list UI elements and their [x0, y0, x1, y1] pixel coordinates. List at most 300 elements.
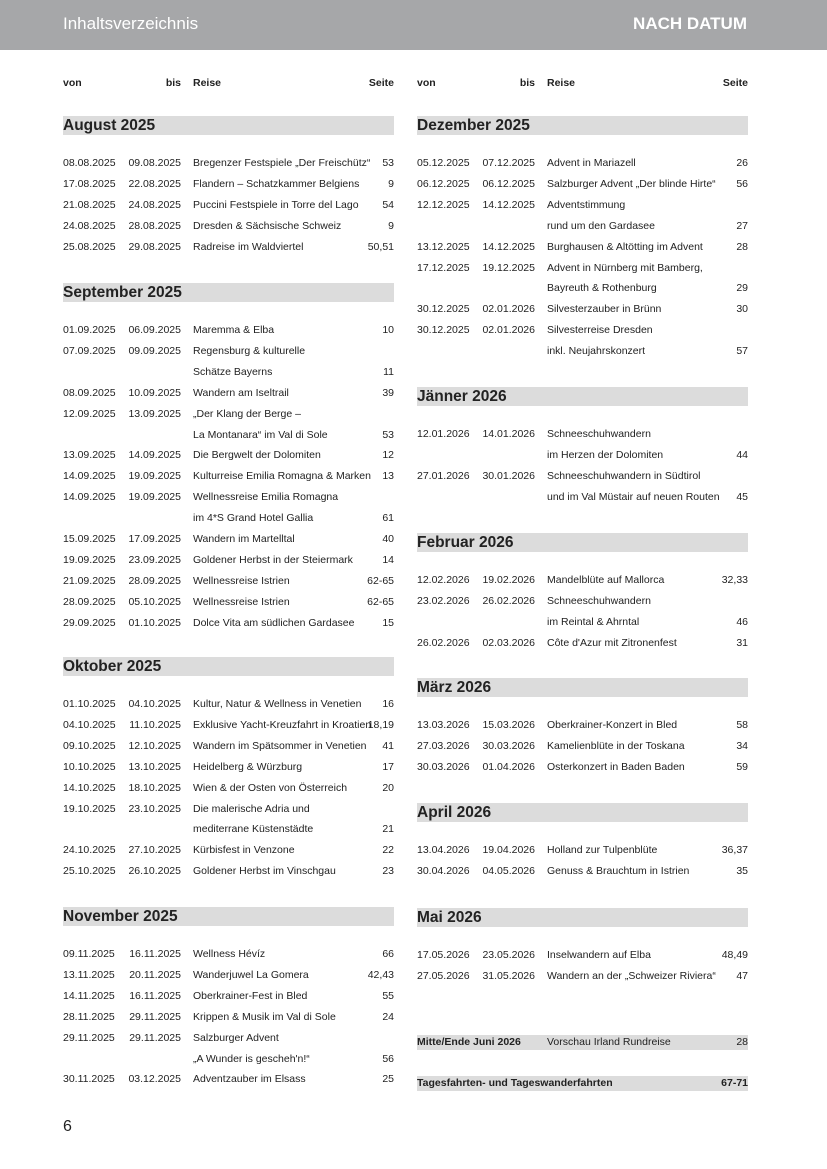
page-ref: 27: [736, 219, 748, 232]
trip-row: [417, 240, 748, 255]
trip-title: Kamelienblüte in der Toskana: [547, 739, 685, 752]
trip-title: Wellness Hévíz: [193, 948, 266, 960]
page-ref: 29: [736, 282, 748, 295]
trip-row: [63, 219, 394, 234]
trip-title: Adventzauber im Elsass: [193, 1073, 306, 1086]
june-label: Mitte/Ende Juni 2026: [417, 1036, 521, 1048]
month-title: Oktober 2025: [63, 658, 162, 675]
trip-row: [63, 198, 394, 213]
trip-title: „A Wunder is gescheh'n!“: [193, 1052, 310, 1065]
date-from: 14.11.2025: [63, 989, 115, 1002]
page-ref: 21: [382, 823, 394, 836]
page-ref: 56: [736, 177, 748, 190]
date-from: 17.12.2025: [417, 261, 470, 274]
trip-row: [63, 156, 394, 171]
date-from: 10.10.2025: [63, 760, 116, 773]
page-ref: 22: [382, 844, 394, 857]
page-ref: 36,37: [721, 844, 748, 856]
page-ref: 40: [382, 533, 394, 545]
trip-row: [63, 760, 394, 775]
trip-title: Schneeschuhwandern: [547, 428, 651, 440]
date-to: 11.10.2025: [129, 718, 181, 731]
date-from: 05.12.2025: [417, 157, 470, 169]
trip-title: Advent in Nürnberg mit Bamberg,: [547, 261, 703, 274]
june-title: Vorschau Irland Rundreise: [547, 1036, 671, 1048]
date-from: 27.01.2026: [417, 469, 470, 482]
date-from: 12.01.2026: [417, 428, 470, 440]
trip-title: Salzburger Advent „Der blinde Hirte“: [547, 177, 716, 190]
month-heading: [417, 908, 748, 927]
trip-row: [63, 1052, 394, 1067]
page-ref: 11: [383, 365, 394, 378]
date-to: 29.08.2025: [128, 240, 181, 253]
trip-row: [63, 574, 394, 589]
page-ref: 57: [736, 345, 748, 358]
page-ref: 31: [736, 636, 748, 649]
page-ref: 50,51: [367, 240, 394, 253]
trip-title: Dolce Vita am südlichen Gardasee: [193, 616, 355, 629]
date-to: 19.12.2025: [482, 261, 535, 274]
month-heading: [63, 657, 394, 676]
trip-row: [417, 156, 748, 171]
trip-title: im Reintal & Ahrntal: [547, 615, 640, 628]
trip-title: Silvesterzauber in Brünn: [547, 303, 662, 316]
trip-row: [417, 469, 748, 484]
month-heading: [417, 678, 748, 697]
trip-row: [63, 1072, 394, 1087]
month-title: November 2025: [63, 908, 178, 925]
trip-title: Wellnessreise Emilia Romagna: [193, 491, 339, 504]
trip-title: Die Bergwelt der Dolomiten: [193, 449, 321, 462]
page-number: 6: [63, 1118, 72, 1135]
date-from: 12.02.2026: [417, 574, 470, 586]
header-page: Seite: [368, 77, 394, 89]
trip-title: Adventstimmung: [547, 198, 626, 211]
trip-title: „Der Klang der Berge –: [193, 407, 301, 420]
trip-row: [63, 428, 394, 443]
trip-title: Regensburg & kulturelle: [193, 344, 306, 357]
date-to: 14.01.2026: [482, 428, 535, 440]
trip-row: [417, 636, 748, 651]
trip-row: [417, 864, 748, 879]
date-to: 14.09.2025: [128, 449, 181, 462]
date-to: 28.09.2025: [128, 574, 181, 587]
day-trips-label: Tagesfahrten- und Tageswanderfahrten: [417, 1077, 613, 1089]
date-to: 16.11.2025: [129, 948, 181, 960]
date-to: 06.12.2025: [482, 177, 535, 190]
date-to: 23.05.2026: [482, 949, 535, 961]
trip-row: [417, 948, 748, 963]
trip-title: rund um den Gardasee: [547, 219, 655, 232]
date-from: 04.10.2025: [63, 718, 116, 731]
page-ref: 44: [736, 448, 748, 461]
trip-row: [417, 219, 748, 234]
page-ref: 15: [382, 616, 394, 629]
date-to: 07.12.2025: [482, 157, 535, 169]
trip-title: Wanderjuwel La Gomera: [193, 968, 309, 981]
date-from: 25.08.2025: [63, 240, 116, 253]
trip-row: [417, 281, 748, 296]
column-header: [63, 77, 394, 91]
date-to: 06.09.2025: [128, 324, 181, 336]
page-ref: 47: [736, 969, 748, 982]
month-title: Mai 2026: [417, 909, 482, 926]
date-to: 05.10.2025: [128, 595, 181, 608]
trip-row: [417, 344, 748, 359]
date-to: 19.09.2025: [128, 491, 181, 504]
trip-row: [417, 739, 748, 754]
trip-row: [63, 323, 394, 338]
date-from: 01.10.2025: [63, 698, 116, 710]
date-from: 21.09.2025: [63, 574, 116, 587]
trip-row: [417, 198, 748, 213]
page-ref: 53: [382, 157, 394, 169]
date-to: 12.10.2025: [128, 739, 181, 752]
trip-row: [417, 261, 748, 276]
date-from: 13.11.2025: [63, 968, 115, 981]
trip-title: Wandern an der „Schweizer Riviera“: [547, 969, 716, 982]
date-to: 18.10.2025: [128, 781, 181, 794]
date-from: 13.12.2025: [417, 240, 470, 253]
date-from: 27.05.2026: [417, 969, 470, 982]
trip-title: Heidelberg & Würzburg: [193, 760, 303, 773]
page-ref: 24: [382, 1010, 394, 1023]
date-to: 01.04.2026: [482, 760, 535, 773]
date-to: 03.12.2025: [128, 1073, 181, 1086]
trip-row: [417, 490, 748, 505]
trip-title: Oberkrainer-Konzert in Bled: [547, 719, 678, 731]
trip-title: Wandern am Iseltrail: [193, 386, 289, 399]
day-trips-row: [417, 1076, 748, 1091]
date-to: 01.10.2025: [128, 616, 181, 629]
day-trips-page: 67-71: [721, 1077, 748, 1089]
page-ref: 48,49: [721, 949, 748, 961]
date-to: 30.01.2026: [482, 469, 535, 482]
date-from: 25.10.2025: [63, 865, 116, 878]
header-trip: Reise: [547, 77, 576, 89]
date-to: 26.02.2026: [482, 594, 535, 607]
date-to: 15.03.2026: [482, 719, 535, 731]
header-to: bis: [519, 77, 535, 89]
trip-row: [63, 968, 394, 983]
date-from: 13.09.2025: [63, 449, 116, 462]
trip-row: [417, 843, 748, 858]
trip-row: [63, 802, 394, 817]
page-ref: 46: [736, 615, 748, 628]
trip-row: [417, 573, 748, 588]
trip-title: Burghausen & Altötting im Advent: [547, 240, 703, 253]
trip-title: Salzburger Advent: [193, 1031, 279, 1044]
trip-row: [417, 615, 748, 630]
date-to: 13.09.2025: [128, 407, 181, 420]
date-to: 27.10.2025: [128, 844, 181, 857]
date-to: 29.11.2025: [129, 1031, 181, 1044]
date-from: 19.10.2025: [63, 802, 116, 815]
date-to: 19.09.2025: [128, 470, 181, 483]
trip-title: Exklusive Yacht-Kreuzfahrt in Kroatien: [193, 718, 372, 731]
trip-row: [63, 616, 394, 631]
trip-row: [417, 594, 748, 609]
date-from: 29.11.2025: [63, 1031, 115, 1044]
header-to: bis: [165, 77, 181, 89]
trip-title: Wandern im Martelltal: [193, 533, 295, 545]
date-to: 19.04.2026: [482, 844, 535, 856]
date-to: 20.11.2025: [129, 968, 181, 981]
trip-row: [63, 490, 394, 505]
date-from: 14.09.2025: [63, 470, 116, 483]
page-ref: 14: [382, 553, 394, 566]
date-to: 31.05.2026: [482, 969, 535, 982]
trip-title: Radreise im Waldviertel: [193, 240, 304, 253]
month-heading: [63, 116, 394, 135]
trip-row: [63, 407, 394, 422]
date-to: 10.09.2025: [128, 386, 181, 399]
trip-row: [63, 448, 394, 463]
page-ref: 66: [382, 948, 394, 960]
date-to: 14.12.2025: [482, 198, 535, 211]
date-from: 24.08.2025: [63, 219, 116, 232]
month-title: April 2026: [417, 804, 492, 821]
trip-row: [63, 469, 394, 484]
date-from: 30.12.2025: [417, 324, 470, 337]
month-heading: [63, 283, 394, 302]
header-title: Inhaltsverzeichnis: [63, 14, 199, 33]
month-heading: [417, 803, 748, 822]
month-title: Februar 2026: [417, 534, 514, 551]
header-mode: NACH DATUM: [633, 14, 747, 33]
date-from: 30.04.2026: [417, 864, 470, 877]
date-from: 12.09.2025: [63, 407, 116, 420]
date-to: 14.12.2025: [482, 240, 535, 253]
date-from: 17.05.2026: [417, 949, 470, 961]
page-ref: 9: [388, 177, 394, 190]
page-ref: 10: [382, 324, 394, 336]
date-from: 17.08.2025: [63, 177, 116, 190]
date-to: 13.10.2025: [128, 760, 181, 773]
date-to: 02.01.2026: [482, 324, 535, 337]
page-ref: 62-65: [367, 595, 394, 608]
header-from: von: [417, 77, 436, 89]
date-to: 16.11.2025: [129, 989, 181, 1002]
trip-title: Kürbisfest in Venzone: [193, 844, 295, 857]
trip-title: Inselwandern auf Elba: [547, 949, 651, 961]
date-to: 02.03.2026: [482, 636, 535, 649]
page-ref: 59: [736, 760, 748, 773]
date-from: 27.03.2026: [417, 739, 470, 752]
header-trip: Reise: [193, 77, 222, 89]
page-ref: 9: [388, 219, 394, 232]
trip-row: [63, 781, 394, 796]
date-from: 01.09.2025: [63, 324, 116, 336]
date-from: 19.09.2025: [63, 553, 116, 566]
date-to: 22.08.2025: [128, 177, 181, 190]
trip-row: [63, 344, 394, 359]
trip-title: Flandern – Schatzkammer Belgiens: [193, 177, 360, 190]
page-ref: 58: [736, 719, 748, 731]
month-heading: [417, 387, 748, 406]
trip-row: [63, 386, 394, 401]
date-to: 04.10.2025: [128, 698, 181, 710]
page-ref: 61: [382, 512, 394, 525]
page-ref: 54: [382, 198, 394, 211]
page-ref: 62-65: [367, 574, 394, 587]
month-heading: [417, 116, 748, 135]
trip-title: inkl. Neujahrskonzert: [547, 345, 646, 358]
page-ref: 34: [736, 739, 748, 752]
date-to: 23.09.2025: [128, 553, 181, 566]
header-page: Seite: [722, 77, 748, 89]
date-from: 26.02.2026: [417, 636, 470, 649]
trip-row: [63, 553, 394, 568]
date-from: 30.11.2025: [63, 1073, 115, 1086]
date-from: 21.08.2025: [63, 198, 116, 211]
trip-title: Die malerische Adria und: [193, 802, 310, 815]
date-from: 14.09.2025: [63, 491, 116, 504]
trip-row: [63, 697, 394, 712]
month-title: Dezember 2025: [417, 117, 530, 134]
month-heading: [63, 907, 394, 926]
date-to: 24.08.2025: [128, 198, 181, 211]
trip-title: Silvesterreise Dresden: [547, 324, 653, 337]
trip-row: [63, 864, 394, 879]
trip-row: [63, 1031, 394, 1046]
trip-title: Kulturreise Emilia Romagna & Marken: [193, 470, 371, 483]
trip-row: [63, 511, 394, 526]
page-ref: 28: [736, 240, 748, 253]
trip-row: [417, 760, 748, 775]
page-ref: 32,33: [721, 574, 748, 586]
june-preview-row: [417, 1035, 748, 1050]
trip-title: Goldener Herbst in der Steiermark: [193, 553, 353, 566]
trip-title: Genuss & Brauchtum in Istrien: [547, 864, 690, 877]
page-ref: 25: [382, 1073, 394, 1086]
date-from: 06.12.2025: [417, 177, 470, 190]
trip-title: Kultur, Natur & Wellness in Venetien: [193, 698, 362, 710]
month-title: Jänner 2026: [417, 388, 507, 405]
trip-row: [417, 177, 748, 192]
trip-row: [63, 1010, 394, 1025]
date-to: 02.01.2026: [482, 303, 535, 316]
trip-row: [63, 240, 394, 255]
page-ref: 30: [736, 303, 748, 316]
month-title: März 2026: [417, 679, 492, 696]
page-ref: 53: [382, 428, 394, 441]
trip-title: Wellnessreise Istrien: [193, 595, 290, 608]
trip-title: Bregenzer Festspiele „Der Freischütz“: [193, 157, 371, 169]
date-from: 24.10.2025: [63, 844, 116, 857]
date-from: 23.02.2026: [417, 594, 470, 607]
trip-title: mediterrane Küstenstädte: [193, 823, 314, 836]
trip-title: Oberkrainer-Fest in Bled: [193, 989, 308, 1002]
date-from: 30.12.2025: [417, 303, 470, 316]
page-ref: 17: [382, 760, 394, 773]
trip-row: [63, 822, 394, 837]
trip-row: [417, 302, 748, 317]
month-title: August 2025: [63, 117, 156, 134]
trip-row: [63, 739, 394, 754]
page-ref: 42,43: [367, 968, 394, 981]
date-to: 26.10.2025: [128, 865, 181, 878]
trip-row: [63, 532, 394, 547]
date-from: 09.11.2025: [63, 948, 115, 960]
date-to: 29.11.2025: [129, 1010, 181, 1023]
trip-title: Bayreuth & Rothenburg: [547, 282, 657, 295]
date-from: 12.12.2025: [417, 198, 470, 211]
page-ref: 13: [382, 470, 394, 483]
page-ref: 56: [382, 1052, 394, 1065]
trip-row: [63, 718, 394, 733]
date-from: 09.10.2025: [63, 739, 116, 752]
trip-row: [63, 947, 394, 962]
date-to: 23.10.2025: [128, 802, 181, 815]
date-to: 09.08.2025: [128, 157, 181, 169]
trip-title: Wien & der Osten von Österreich: [193, 781, 348, 794]
page-ref: 35: [736, 864, 748, 877]
trip-title: und im Val Müstair auf neuen Routen: [547, 490, 720, 503]
column-header: [417, 77, 748, 91]
trip-title: Maremma & Elba: [193, 324, 275, 336]
page-ref: 45: [736, 490, 748, 503]
date-to: 19.02.2026: [482, 574, 535, 586]
june-page: 28: [736, 1036, 748, 1048]
date-to: 30.03.2026: [482, 739, 535, 752]
page-ref: 20: [382, 781, 394, 794]
page-ref: 16: [382, 698, 394, 710]
date-from: 14.10.2025: [63, 781, 116, 794]
header-from: von: [63, 77, 82, 89]
trip-row: [63, 177, 394, 192]
trip-title: Holland zur Tulpenblüte: [547, 844, 658, 856]
date-to: 17.09.2025: [128, 533, 181, 545]
trip-title: Côte d'Azur mit Zitronenfest: [547, 636, 677, 649]
trip-row: [63, 365, 394, 380]
date-to: 04.05.2026: [482, 864, 535, 877]
page-ref: 12: [382, 449, 394, 462]
trip-row: [417, 448, 748, 463]
date-from: 07.09.2025: [63, 344, 116, 357]
trip-title: im 4*S Grand Hotel Gallia: [193, 512, 314, 525]
date-from: 30.03.2026: [417, 760, 470, 773]
date-from: 08.08.2025: [63, 157, 116, 169]
trip-title: Puccini Festspiele in Torre del Lago: [193, 198, 359, 211]
trip-row: [417, 427, 748, 442]
trip-row: [63, 595, 394, 610]
trip-title: Krippen & Musik im Val di Sole: [193, 1010, 336, 1023]
trip-row: [417, 323, 748, 338]
date-from: 13.03.2026: [417, 719, 470, 731]
trip-title: Wandern im Spätsommer in Venetien: [193, 739, 367, 752]
page-ref: 18,19: [367, 718, 394, 731]
page-ref: 41: [382, 739, 394, 752]
trip-row: [63, 989, 394, 1004]
date-from: 13.04.2026: [417, 844, 470, 856]
date-from: 28.09.2025: [63, 595, 116, 608]
trip-title: im Herzen der Dolomiten: [547, 448, 664, 461]
trip-title: Wellnessreise Istrien: [193, 574, 290, 587]
trip-title: Schneeschuhwandern in Südtirol: [547, 469, 701, 482]
trip-title: Goldener Herbst im Vinschgau: [193, 865, 336, 878]
month-title: September 2025: [63, 284, 182, 301]
trip-title: Advent in Mariazell: [547, 157, 636, 169]
page-ref: 23: [382, 865, 394, 878]
date-from: 08.09.2025: [63, 386, 116, 399]
page-ref: 55: [382, 989, 394, 1002]
trip-title: La Montanara“ im Val di Sole: [193, 428, 328, 441]
date-to: 09.09.2025: [128, 344, 181, 357]
trip-title: Dresden & Sächsische Schweiz: [193, 219, 342, 232]
trip-title: Schneeschuhwandern: [547, 594, 651, 607]
trip-title: Mandelblüte auf Mallorca: [547, 574, 665, 586]
